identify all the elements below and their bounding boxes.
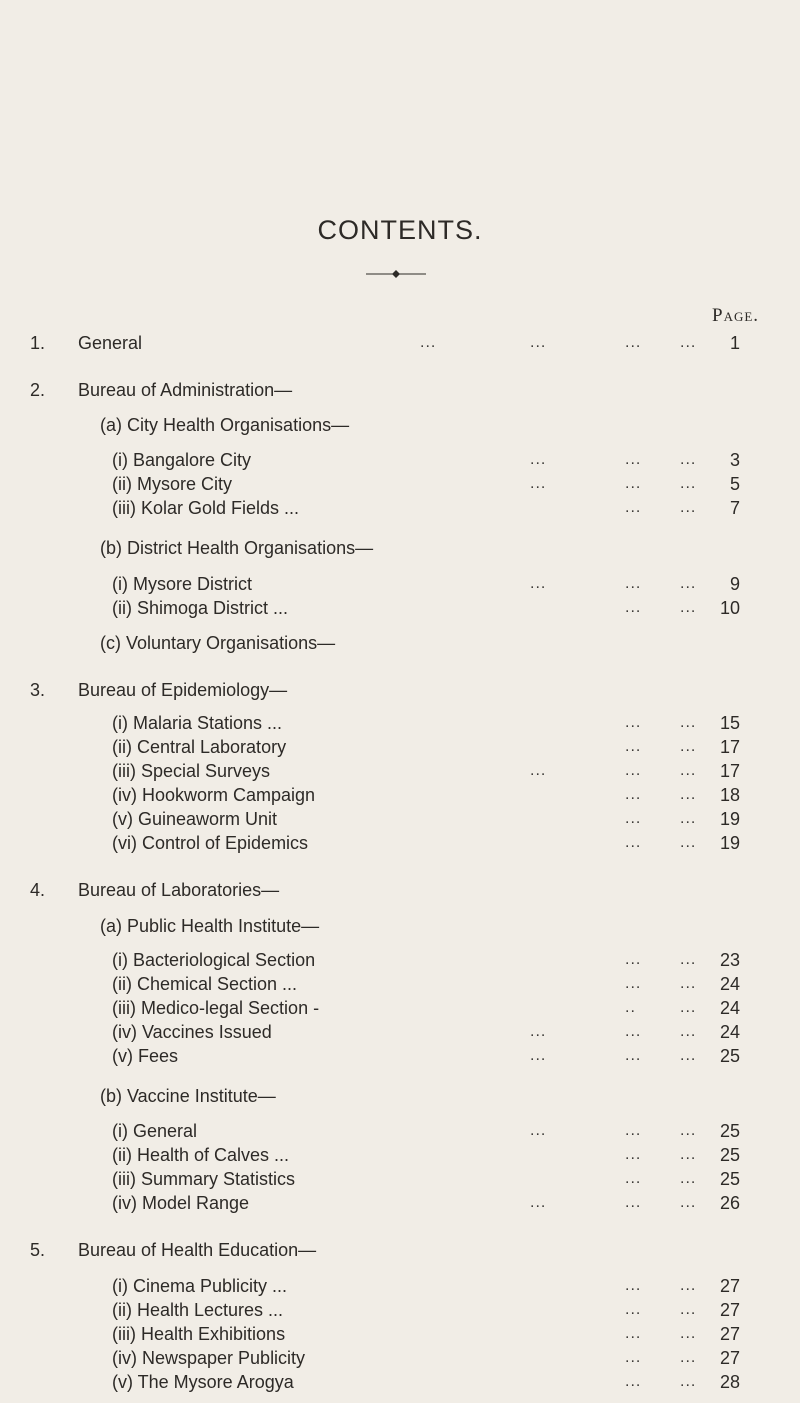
leader-dots: ... bbox=[625, 738, 642, 755]
leader-dots: ... bbox=[625, 1170, 642, 1187]
leader-dots: ... bbox=[625, 1146, 642, 1163]
leader-dots: ... bbox=[625, 1373, 642, 1390]
leader-dots: ... bbox=[625, 786, 642, 803]
toc-entry bbox=[0, 758, 800, 784]
leader-dots: ... bbox=[680, 475, 697, 492]
leader-dots: ... bbox=[530, 1047, 547, 1064]
leader-dots: ... bbox=[680, 1146, 697, 1163]
leader-dots: ... bbox=[680, 1170, 697, 1187]
page-number: 17 bbox=[719, 761, 740, 781]
toc-entry bbox=[0, 971, 800, 997]
toc-entry bbox=[0, 630, 800, 656]
leader-dots: ... bbox=[680, 1122, 697, 1139]
entry-label: (iii) Health Exhibitions bbox=[112, 1324, 286, 1344]
leader-dots: ... bbox=[680, 786, 697, 803]
entry-label: (iii) Special Surveys bbox=[112, 761, 271, 781]
page-number: 27 bbox=[719, 1300, 740, 1320]
leader-dots: ... bbox=[530, 1023, 547, 1040]
entry-label: (a) Public Health Institute— bbox=[100, 916, 320, 936]
entry-label: (v) Fees bbox=[112, 1046, 179, 1066]
entry-label: (b) District Health Organisations— bbox=[100, 538, 374, 558]
toc-entry bbox=[0, 1043, 800, 1069]
section-number: 3. bbox=[30, 680, 46, 700]
toc-entry bbox=[0, 1166, 800, 1192]
page-number: 19 bbox=[719, 833, 740, 853]
toc-entry bbox=[0, 495, 800, 521]
leader-dots: ... bbox=[680, 1301, 697, 1318]
leader-dots: ... bbox=[625, 762, 642, 779]
page-number: 10 bbox=[719, 598, 740, 618]
entry-label: (iii) Kolar Gold Fields ... bbox=[112, 498, 300, 518]
toc-entry bbox=[0, 535, 800, 561]
toc-entry bbox=[0, 734, 800, 760]
toc-entry bbox=[0, 677, 800, 703]
page-number: 1 bbox=[729, 333, 740, 353]
leader-dots: ... bbox=[625, 1301, 642, 1318]
toc-entry bbox=[0, 1142, 800, 1168]
leader-dots: ... bbox=[680, 1047, 697, 1064]
leader-dots: ... bbox=[680, 1349, 697, 1366]
entry-label: (ii) Mysore City bbox=[112, 474, 232, 494]
entry-label: (i) Mysore District bbox=[112, 574, 252, 594]
entry-label: (ii) Chemical Section ... bbox=[112, 974, 298, 994]
page-number: 25 bbox=[719, 1145, 740, 1165]
entry-label: (ii) Health of Calves ... bbox=[112, 1145, 290, 1165]
toc-entry bbox=[0, 995, 800, 1021]
entry-label: Bureau of Laboratories— bbox=[78, 880, 280, 900]
leader-dots: ... bbox=[680, 951, 697, 968]
entry-label: (i) Bacteriological Section bbox=[112, 950, 316, 970]
page-number: 25 bbox=[719, 1121, 740, 1141]
leader-dots: ... bbox=[680, 575, 697, 592]
entry-label: (iii) Summary Statistics bbox=[112, 1169, 296, 1189]
page-column-header: Page. bbox=[712, 305, 760, 326]
toc-entry bbox=[0, 412, 800, 438]
leader-dots: ... bbox=[625, 1194, 642, 1211]
entry-label: (i) General bbox=[112, 1121, 198, 1141]
entry-label: (iv) Newspaper Publicity bbox=[112, 1348, 306, 1368]
leader-dots: ... bbox=[680, 810, 697, 827]
leader-dots: .. bbox=[625, 999, 636, 1016]
entry-label: (v) The Mysore Arogya bbox=[112, 1372, 294, 1392]
page-number: 19 bbox=[719, 809, 740, 829]
toc-entry bbox=[0, 1190, 800, 1216]
leader-dots: ... bbox=[680, 334, 697, 351]
toc-entry bbox=[0, 782, 800, 808]
leader-dots: ... bbox=[680, 1023, 697, 1040]
entry-label: (vi) Control of Epidemics bbox=[112, 833, 309, 853]
leader-dots: ... bbox=[625, 1047, 642, 1064]
toc-entry bbox=[0, 1273, 800, 1299]
page-number: 9 bbox=[729, 574, 740, 594]
page-number: 23 bbox=[719, 950, 740, 970]
page-number: 25 bbox=[719, 1046, 740, 1066]
leader-dots: ... bbox=[530, 451, 547, 468]
entry-label: General bbox=[78, 333, 143, 353]
page-number: 26 bbox=[719, 1193, 740, 1213]
page-number: 24 bbox=[719, 974, 740, 994]
toc-entry bbox=[0, 595, 800, 621]
entry-label: (iv) Hookworm Campaign bbox=[112, 785, 316, 805]
page-number: 3 bbox=[729, 450, 740, 470]
entry-label: (iv) Model Range bbox=[112, 1193, 250, 1213]
leader-dots: ... bbox=[680, 999, 697, 1016]
section-number: 5. bbox=[30, 1240, 46, 1260]
leader-dots: ... bbox=[680, 1277, 697, 1294]
entry-label: (a) City Health Organisations— bbox=[100, 415, 350, 435]
leader-dots: ... bbox=[625, 1349, 642, 1366]
toc-entry bbox=[0, 1321, 800, 1347]
entry-label: Bureau of Administration— bbox=[78, 380, 293, 400]
leader-dots: ... bbox=[680, 714, 697, 731]
section-number: 4. bbox=[30, 880, 46, 900]
entry-label: (i) Malaria Stations ... bbox=[112, 713, 283, 733]
page-number: 7 bbox=[729, 498, 740, 518]
page-number: 28 bbox=[719, 1372, 740, 1392]
leader-dots: ... bbox=[530, 334, 547, 351]
section-number: 2. bbox=[30, 380, 46, 400]
leader-dots: ... bbox=[625, 834, 642, 851]
toc-entry bbox=[0, 1297, 800, 1323]
toc-entry bbox=[0, 471, 800, 497]
page-number: 24 bbox=[719, 998, 740, 1018]
leader-dots: ... bbox=[625, 599, 642, 616]
leader-dots: ... bbox=[625, 975, 642, 992]
leader-dots: ... bbox=[680, 975, 697, 992]
page-number: 17 bbox=[719, 737, 740, 757]
entry-label: (v) Guineaworm Unit bbox=[112, 809, 278, 829]
toc-entry bbox=[0, 1019, 800, 1045]
entry-label: (ii) Health Lectures ... bbox=[112, 1300, 284, 1320]
leader-dots: ... bbox=[420, 334, 437, 351]
page-number: 27 bbox=[719, 1324, 740, 1344]
entry-label: (ii) Shimoga District ... bbox=[112, 598, 289, 618]
leader-dots: ... bbox=[625, 1023, 642, 1040]
leader-dots: ... bbox=[625, 334, 642, 351]
leader-dots: ... bbox=[625, 1122, 642, 1139]
leader-dots: ... bbox=[680, 834, 697, 851]
entry-label: (i) Cinema Publicity ... bbox=[112, 1276, 288, 1296]
entry-label: (b) Vaccine Institute— bbox=[100, 1086, 276, 1106]
page-number: 27 bbox=[719, 1276, 740, 1296]
leader-dots: ... bbox=[625, 1277, 642, 1294]
section-number: 1. bbox=[30, 333, 46, 353]
toc-entry bbox=[0, 1118, 800, 1144]
leader-dots: ... bbox=[680, 499, 697, 516]
leader-dots: ... bbox=[680, 1373, 697, 1390]
leader-dots: ... bbox=[625, 714, 642, 731]
entry-label: Bureau of Health Education— bbox=[78, 1240, 317, 1260]
toc-entry bbox=[0, 877, 800, 903]
leader-dots: ... bbox=[530, 762, 547, 779]
page-title: CONTENTS. bbox=[317, 215, 483, 245]
entry-label: (iii) Medico-legal Section - bbox=[112, 998, 320, 1018]
toc-entry bbox=[0, 330, 800, 356]
leader-dots: ... bbox=[680, 1194, 697, 1211]
leader-dots: ... bbox=[680, 762, 697, 779]
entry-label: (i) Bangalore City bbox=[112, 450, 252, 470]
toc-entry bbox=[0, 710, 800, 736]
leader-dots: ... bbox=[625, 499, 642, 516]
leader-dots: ... bbox=[680, 599, 697, 616]
page-number: 24 bbox=[719, 1022, 740, 1042]
entry-label: Bureau of Epidemiology— bbox=[78, 680, 288, 700]
entry-label: (ii) Central Laboratory bbox=[112, 737, 287, 757]
leader-dots: ... bbox=[625, 810, 642, 827]
page-number: 25 bbox=[719, 1169, 740, 1189]
toc-entry bbox=[0, 1369, 800, 1395]
toc-entry bbox=[0, 913, 800, 939]
leader-dots: ... bbox=[530, 1194, 547, 1211]
page-number: 5 bbox=[729, 474, 740, 494]
leader-dots: ... bbox=[530, 575, 547, 592]
leader-dots: ... bbox=[530, 475, 547, 492]
toc-entry bbox=[0, 447, 800, 473]
toc-entry bbox=[0, 806, 800, 832]
toc-entry bbox=[0, 571, 800, 597]
leader-dots: ... bbox=[680, 451, 697, 468]
toc-entry bbox=[0, 830, 800, 856]
toc-entry bbox=[0, 377, 800, 403]
page-number: 18 bbox=[719, 785, 740, 805]
page-number: 15 bbox=[719, 713, 740, 733]
leader-dots: ... bbox=[625, 1325, 642, 1342]
leader-dots: ... bbox=[680, 1325, 697, 1342]
toc-entry bbox=[0, 1083, 800, 1109]
toc-entry bbox=[0, 1237, 800, 1263]
leader-dots: ... bbox=[625, 475, 642, 492]
leader-dots: ... bbox=[625, 575, 642, 592]
leader-dots: ... bbox=[625, 951, 642, 968]
entry-label: (c) Voluntary Organisations— bbox=[100, 633, 336, 653]
page-number: 27 bbox=[719, 1348, 740, 1368]
entry-label: (iv) Vaccines Issued bbox=[112, 1022, 272, 1042]
leader-dots: ... bbox=[530, 1122, 547, 1139]
leader-dots: ... bbox=[625, 451, 642, 468]
toc-entry bbox=[0, 947, 800, 973]
toc-entry bbox=[0, 1345, 800, 1371]
leader-dots: ... bbox=[680, 738, 697, 755]
